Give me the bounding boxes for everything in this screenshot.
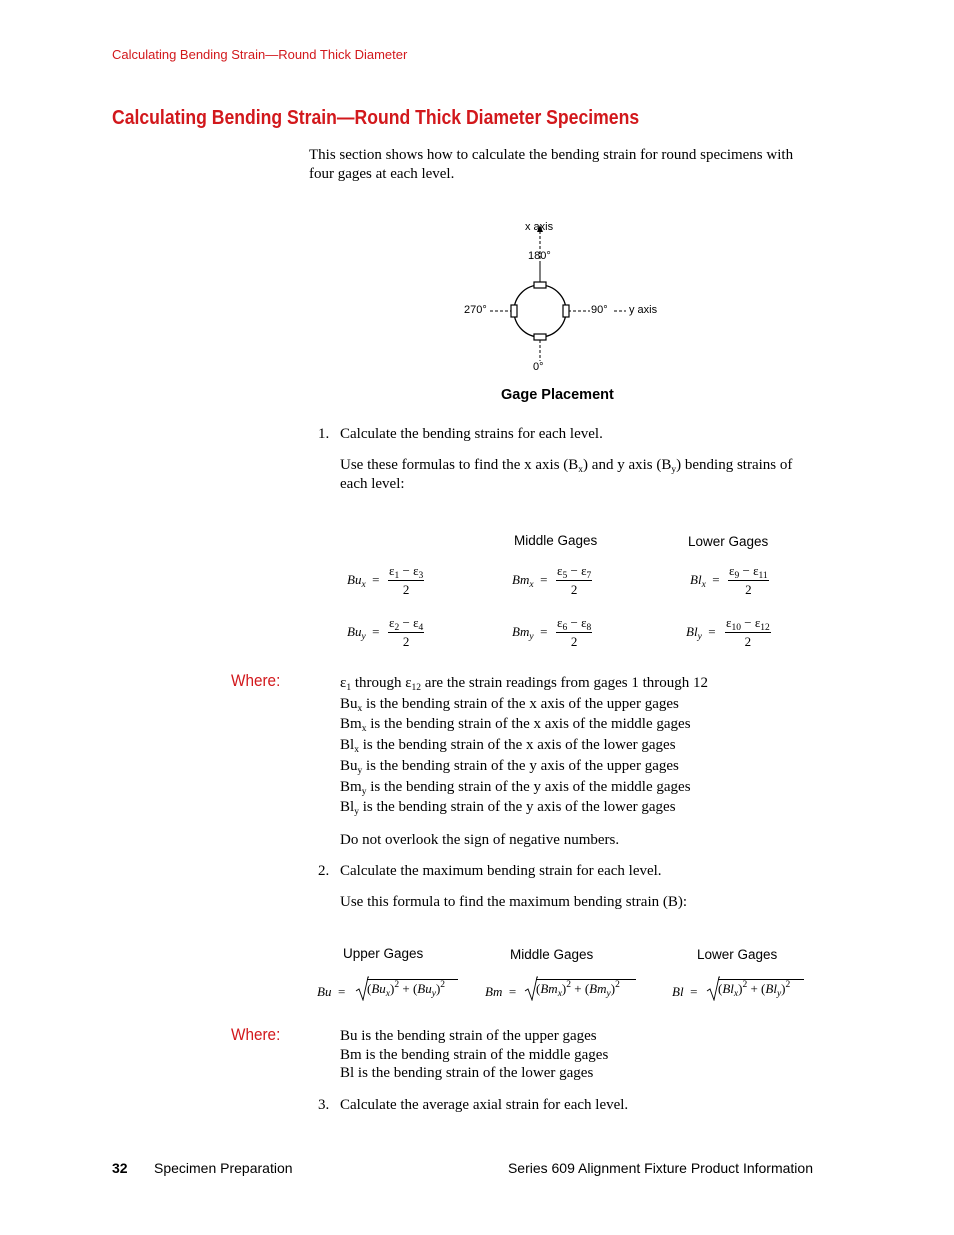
gage-top	[534, 282, 546, 288]
gage-right	[563, 305, 569, 317]
fraction-bmx: $\frac{\varepsilon_5 - \varepsilon_7}{2}$	[557, 563, 592, 597]
angle-270-label: 270°	[464, 304, 487, 316]
step2-formula-intro: Use this formula to find the maximum bending strain (B):	[340, 894, 688, 910]
fraction-blx: $\frac{\varepsilon_9 - \varepsilon_{11}}{2}$	[729, 563, 768, 597]
gage-bottom	[534, 334, 546, 340]
definition-buy: $Bu_y$ is the bending strain of the y axis of the upper gages	[340, 757, 679, 776]
footer-doc-title: Series 609 Alignment Fixture Product Information	[507, 1160, 813, 1176]
footer-section: Specimen Preparation	[154, 1160, 293, 1176]
middle-gages-label-2: Middle Gages	[510, 947, 594, 962]
specimen-circle	[514, 285, 566, 337]
formula-bmy: $Bm_y$ =	[512, 624, 548, 642]
step2-number: 2.	[318, 863, 330, 879]
where2-definitions	[340, 1027, 608, 1083]
where1-definitions	[340, 673, 708, 818]
intro-paragraph: This section shows how to calculate the bending strain for round specimens with four gages at each level.	[309, 147, 794, 182]
where-label-2: Where:	[231, 1025, 281, 1044]
definition-bmy: $Bm_y$ is the bending strain of the y axis of the middle gages	[340, 778, 691, 797]
angle-180-label: 180°	[528, 250, 551, 262]
step3-number: 3.	[318, 1097, 330, 1113]
y-axis-label: y axis	[629, 304, 658, 316]
definition-bly: $Bl_y$ is the bending strain of the y axis of the lower gages	[340, 799, 676, 818]
formula-buy: $Bu_y$ =	[347, 624, 380, 642]
angle-90-label: 90°	[591, 304, 608, 316]
step1-number: 1.	[318, 426, 330, 442]
lower-gages-label: Lower Gages	[688, 534, 769, 549]
angle-0-label: 0°	[533, 361, 544, 373]
gage-placement-figure	[450, 215, 680, 380]
x-axis-label: x axis	[525, 221, 554, 233]
formula-bux: $Bu_x$ =	[347, 572, 380, 590]
gage-diagram	[450, 215, 680, 380]
negative-sign-note: Do not overlook the sign of negative numbers.	[340, 832, 620, 848]
fraction-bmy: $\frac{\varepsilon_6 - \varepsilon_8}{2}$	[557, 615, 592, 649]
formula-bmx: $Bm_x$ =	[512, 572, 548, 590]
definition-blx: $Bl_x$ is the bending strain of the x axis of the lower gages	[340, 737, 676, 756]
lower-gages-label-2: Lower Gages	[697, 947, 778, 962]
page-number: 32	[112, 1160, 128, 1176]
step1-text: Calculate the bending strains for each level.	[340, 426, 603, 442]
fraction-bly: $\frac{\varepsilon_{10} - \varepsilon_{12}}{2}$	[726, 615, 770, 649]
middle-gages-label: Middle Gages	[514, 533, 598, 548]
formula-bm-max: Bm =	[485, 984, 520, 999]
step3-text: Calculate the average axial strain for each level.	[340, 1097, 629, 1113]
definition-bmx: $Bm_x$ is the bending strain of the x axis of the middle gages	[340, 716, 691, 735]
where-label-1: Where:	[231, 671, 281, 690]
formula-bl-max: Bl =	[672, 984, 701, 999]
formula-bly: $Bl_y$ =	[686, 624, 716, 642]
formula-bu-max: Bu =	[317, 984, 349, 999]
fraction-bux: $\frac{\varepsilon_1 - \varepsilon_3}{2}$	[389, 563, 424, 597]
step2-text: Calculate the maximum bending strain for each level.	[340, 863, 662, 879]
definition-bl: Bl is the bending strain of the lower gages	[340, 1065, 594, 1082]
fraction-buy: $\frac{\varepsilon_2 - \varepsilon_4}{2}$	[389, 615, 424, 649]
definition-bm: Bm is the bending strain of the middle gages	[340, 1046, 609, 1063]
definition-bux: $Bu_x$ is the bending strain of the x axis of the upper gages	[340, 695, 679, 714]
step1-formulas-intro: Use these formulas to find the x axis $(B_x)$ and y axis $(B_y)$ bending strains of each level:	[340, 457, 793, 492]
figure-caption: Gage Placement	[501, 387, 614, 403]
running-head: Calculating Bending Strain—Round Thick Diameter	[112, 47, 408, 62]
definition-bu: Bu is the bending strain of the upper gages	[340, 1028, 597, 1044]
page-title: Calculating Bending Strain—Round Thick Diameter Specimens	[112, 107, 640, 129]
upper-gages-label: Upper Gages	[343, 946, 424, 961]
formula-blx: $Bl_x$ =	[690, 572, 720, 590]
definition-strain-readings: $\varepsilon_1$ through $\varepsilon_{12}$ are the strain readings from gages 1 through 12	[340, 675, 709, 693]
gage-left	[511, 305, 517, 317]
